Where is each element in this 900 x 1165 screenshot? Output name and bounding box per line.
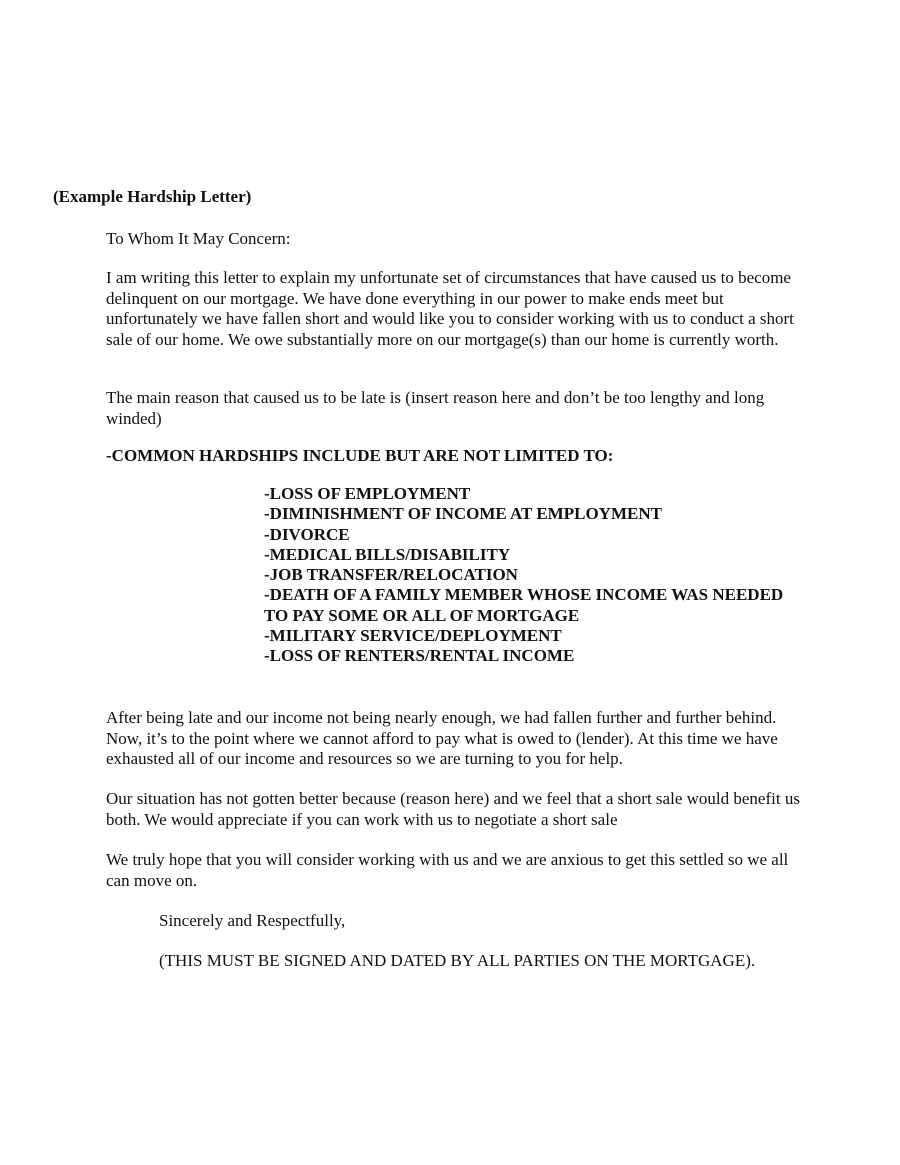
list-item: -DIMINISHMENT OF INCOME AT EMPLOYMENT [264,504,662,524]
paragraph-main-reason: The main reason that caused us to be late is (insert reason here and don’t be too lengthy and long winded) [106,388,765,428]
list-item: -LOSS OF RENTERS/RENTAL INCOME [264,646,575,666]
hardship-list [264,484,784,667]
list-item: -MILITARY SERVICE/DEPLOYMENT [264,626,562,646]
paragraph-falling-behind: After being late and our income not being nearly enough, we had fallen further and further behind. Now, it’s to the point where we cannot afford to pay what is owed to (lender). At this time we have exhausted all of our income and resources so we are turning to you for help. [106,708,778,768]
list-item: -LOSS OF EMPLOYMENT [264,484,471,503]
paragraph-hope: We truly hope that you will consider working with us and we are anxious to get this settled so we all can move on. [106,850,789,890]
paragraph-circumstances: I am writing this letter to explain my unfortunate set of circumstances that have caused us to become delinquent on our mortgage. We have done everything in our power to make ends meet but unfortunately we have fallen short and would like you to consider working with us to conduct a short sale of our home. We owe substantially more on our mortgage(s) than our home is currently worth. [106,268,794,349]
list-item: -JOB TRANSFER/RELOCATION [264,565,518,585]
signoff: Sincerely and Respectfully, [159,911,346,930]
list-item: -DIVORCE [264,524,350,544]
signature-note: (THIS MUST BE SIGNED AND DATED BY ALL PARTIES ON THE MORTGAGE). [159,951,756,970]
letter-heading: (Example Hardship Letter) [53,187,252,206]
common-hardships-heading: -COMMON HARDSHIPS INCLUDE BUT ARE NOT LIMITED TO: [106,446,614,465]
list-item: -DEATH OF A FAMILY MEMBER WHOSE INCOME WAS NEEDED TO PAY SOME OR ALL OF MORTGAGE [264,585,784,625]
salutation: To Whom It May Concern: [106,229,291,248]
list-item: -MEDICAL BILLS/DISABILITY [264,544,511,564]
paragraph-situation: Our situation has not gotten better because (reason here) and we feel that a short sale would benefit us both. We would appreciate if you can work with us to negotiate a short sale [106,789,800,829]
